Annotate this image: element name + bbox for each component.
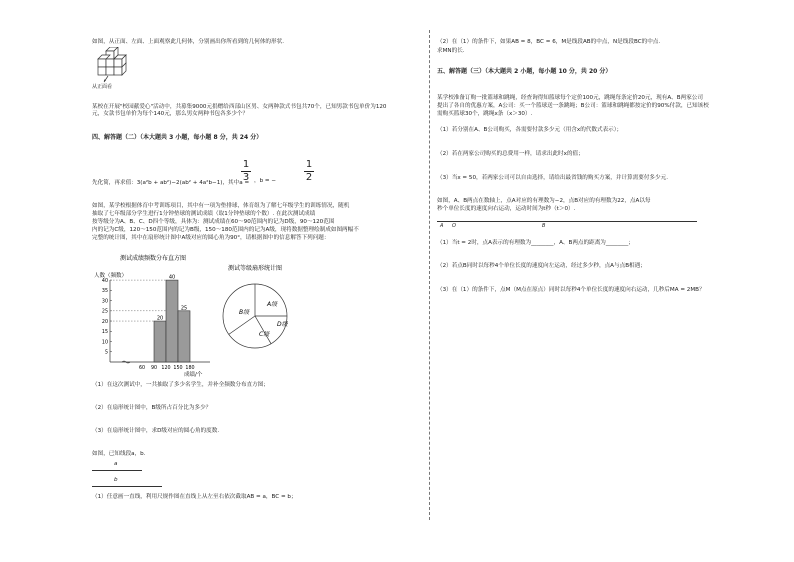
histogram-y-tick: 25 [101, 309, 108, 315]
pie-slice-label: C级 [259, 331, 270, 338]
stat-sub-1: （1）在这次测试中，一共抽取了多少名学生，并补全频数分布直方图； [92, 382, 269, 388]
histogram-y-tick: 15 [101, 330, 108, 336]
numline-label-a: A [440, 223, 444, 229]
buy-question-l1: 某学校准备订购一批篮球和跳绳，经查询得知篮球每个定价100元，跳绳每条定价20元，现有A、B两家公司 [437, 95, 703, 101]
histogram-value-label: 40 [168, 274, 176, 281]
numline-label-b: B [542, 223, 546, 229]
column-divider [429, 30, 430, 520]
segment-a-line [92, 470, 142, 471]
histogram-ylabel: 人数（频数） [94, 273, 128, 279]
cube-figure [92, 47, 134, 83]
buy-sub-3: （3）当x = 50，若两家公司可以自由选择，请给出最省钱的购买方案，并计算需要付多少元. [437, 175, 668, 181]
simplify-question [92, 180, 249, 187]
front-view-label: 从正面看 [92, 84, 113, 90]
books-question-line1 [92, 104, 392, 118]
histogram-y-tick: 10 [101, 340, 108, 346]
section-5-header: 五、解答题（三）（本大题共 2 小题，每小题 10 分，共 20 分） [437, 68, 612, 75]
pie-slice-label: A级 [267, 301, 278, 308]
fraction-a-num: 1 [242, 159, 250, 170]
number-line [437, 221, 697, 222]
stat-question-l3: 按等级分为A、B、C、D四个等级，具体为：测试成绩在60～90范围内的记为D级，90～120范围 [92, 219, 335, 225]
books-question: 某校在开展"校园献爱心"活动中，共募集9000元捐赠给西部山区男、女两种款式书包共70个，已知男款书包单价为120元，女款书包单价为每个140元，那么男女两种书包各多少个？ [92, 104, 387, 117]
mn-find: 求MN的长. [437, 48, 465, 54]
histogram-x-tick: 150 [173, 366, 183, 371]
histogram-bar [166, 280, 178, 362]
section-4-header: 四、解答题（二）（本大题共 3 小题，每小题 8 分，共 24 分） [92, 134, 263, 141]
b-equals: ，b = − [254, 178, 277, 184]
fraction-b [304, 160, 314, 183]
fraction-b-num: 1 [305, 159, 313, 170]
histogram-x-tick: 60 [138, 366, 146, 371]
fraction-a-den: 3 [242, 172, 250, 183]
histogram-y-tick: 30 [101, 299, 108, 305]
pie-slice-label: D级 [277, 321, 288, 328]
stat-question-l1: 如图，某学校根据体育中考训练项目，其中有一项为垫排球，体育组为了解七年级学生的训练情况，随机 [92, 203, 350, 209]
stat-question-l4: 内的记为C级，120～150范围内的记为B级，150～180范围内的记为A级，现将数据整理绘制成如图两幅不 [92, 227, 359, 233]
numline-label-o: O [452, 223, 456, 229]
simplify-text: 先化简，再求值：3(a²b + ab²)−2(ab² + 4a²b−1)，其中a = [92, 180, 250, 186]
histogram-x-tick: 120 [161, 366, 171, 371]
histogram-bar [178, 311, 190, 362]
segment-question: 如图，已知线段a，b. [92, 451, 146, 457]
views-question: 如图，从正面、左面、上面观察此几何体，分别画出你所看到的几何体的形状. [92, 39, 284, 45]
histogram-value-label: 20 [156, 315, 164, 322]
stat-sub-3: （3）在扇形统计图中，求D级对应的圆心角的度数. [92, 428, 220, 434]
segment-b-line [92, 486, 162, 487]
histogram-x-tick: 180 [185, 366, 195, 371]
histogram-xlabel: 成绩/个 [184, 372, 203, 377]
pie-chart [215, 262, 305, 362]
buy-question-l3: 需购买篮球30个，跳绳x条（x＞30）. [437, 111, 533, 117]
histogram-y-tick: 5 [104, 350, 108, 356]
histogram-y-tick: 20 [101, 319, 108, 325]
numline-question-l2: 秒个单位长度的速度向右运动，运动时间为t秒（t＞0）. [437, 206, 576, 212]
stat-question-l2: 抽取了七年级部分学生进行1分钟垫球的测试成绩（取1分钟垫球的个数）. 在此次测试成绩 [92, 211, 316, 217]
stat-sub-2: （2）在扇形统计图中，B级所占百分比为多少？ [92, 405, 212, 411]
histogram-value-label: 25 [180, 305, 188, 312]
segment-sub-1: （1）任意画一直线，利用尺规作图在直线上从左至右依次截取AB = a，BC = b； [92, 494, 297, 500]
histogram-y-tick: 40 [101, 278, 108, 284]
buy-question-l2: 提出了各自的优惠方案，A公司：买一个篮球送一条跳绳；B公司：篮球和跳绳都按定价的90%付款，已知该校 [437, 103, 709, 109]
histogram-x-tick: 90 [150, 366, 158, 371]
pie-slice-label: B级 [239, 309, 250, 316]
histogram-title: 测试成绩频数分布直方图 [120, 255, 187, 262]
numline-sub-3: （3）在（1）的条件下，点M（M点在原点）同时以每秒4个单位长度的速度向右运动，几秒后MA = 2MB？ [437, 287, 705, 293]
buy-sub-1: （1）若分别在A、B公司购买，各需要付款多少元（用含x的代数式表示）； [437, 127, 623, 133]
numline-question-l1: 如图，A、B两点在数轴上，点A对应的有理数为−2，点B对应的有理数为22，点A以每 [437, 198, 651, 204]
numline-sub-2: （2）若点B同时以每秒4个单位长度的速度向左运动，经过多少秒，点A与点B相遇； [437, 263, 646, 269]
fraction-a [241, 160, 251, 183]
histogram-chart [92, 252, 217, 377]
histogram-y-tick: 35 [101, 289, 108, 295]
buy-sub-2: （2）若在两家公司购买的总费用一样，请求出此时x的值； [437, 151, 584, 157]
stat-question-l5: 完整的统计图，其中在扇形统计图中A级对应的圆心角为90°，请根据图中的信息解答下列问题： [92, 235, 330, 241]
segment-a-label: a [114, 461, 118, 467]
fraction-b-den: 2 [305, 172, 313, 183]
segment-b-label: b [114, 477, 118, 483]
numline-sub-1: （1）当t = 2时，点A表示的有理数为________，A、B两点的距离为________； [437, 240, 634, 246]
histogram-bar [154, 321, 166, 362]
pie-title: 测试等级扇形统计图 [227, 265, 283, 272]
mn-question: （2）在（1）的条件下，如果AB = 8，BC = 6，M是线段AB的中点，N是线段BC的中点. [437, 39, 661, 45]
